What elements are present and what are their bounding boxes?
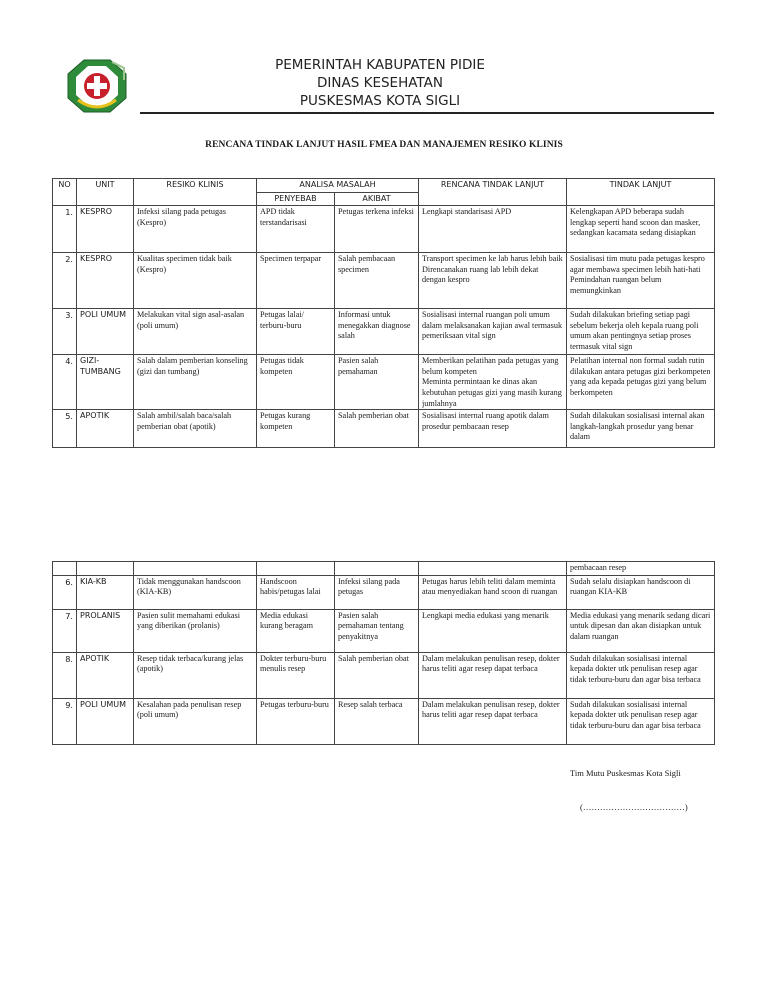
cell-resiko: Tidak menggunakan handscoon (KIA-KB) bbox=[134, 575, 257, 609]
cell-resiko: Resep tidak terbaca/kurang jelas (apotik) bbox=[134, 652, 257, 698]
cell-penyebab: Dokter terburu-buru menulis resep bbox=[257, 652, 335, 698]
table-row bbox=[53, 698, 715, 744]
cell-akibat: Pasien salah pemahaman bbox=[335, 355, 419, 410]
cell-rencana: Sosialisasi internal ruangan poli umum dalam melaksanakan kajian awal termasuk pemeriksaan vital sign bbox=[419, 309, 567, 355]
cell-resiko: Melakukan vital sign asal-asalan (poli umum) bbox=[134, 309, 257, 355]
continuation-row bbox=[53, 562, 715, 576]
cell-no: 4. bbox=[53, 355, 77, 410]
cell-resiko: Salah dalam pemberian konseling (gizi dan tumbang) bbox=[134, 355, 257, 410]
risk-table-page-1 bbox=[52, 178, 715, 448]
col-header-akibat: AKIBAT bbox=[335, 192, 419, 206]
cell-tindak: Sudah dilakukan sosialisasi internal akan langkah-langkah prosedur yang benar dalam bbox=[567, 410, 715, 448]
puskesmas-logo bbox=[64, 58, 128, 114]
cell-rencana: Sosialisasi internal ruang apotik dalam prosedur pembacaan resep bbox=[419, 410, 567, 448]
cell-no: 3. bbox=[53, 309, 77, 355]
cell-unit: POLI UMUM bbox=[77, 309, 134, 355]
cell-tindak: Media edukasi yang menarik sedang dicari untuk dipesan dan akan disiapkan untuk dalam ruangan bbox=[567, 609, 715, 652]
cell-penyebab: Petugas tidak kompeten bbox=[257, 355, 335, 410]
cell-resiko: Infeksi silang pada petugas (Kespro) bbox=[134, 206, 257, 253]
col-header-resiko: RESIKO KLINIS bbox=[134, 179, 257, 206]
cell-akibat: Resep salah terbaca bbox=[335, 698, 419, 744]
cell-rencana: Petugas harus lebih teliti dalam meminta atau menyediakan hand scoon di ruangan bbox=[419, 575, 567, 609]
cell-tindak: Sosialisasi tim mutu pada petugas kespro agar membawa specimen lebih hati-hati Pemindahan ruangan belum memungkinkan bbox=[567, 253, 715, 309]
cell-no: 5. bbox=[53, 410, 77, 448]
table-row bbox=[53, 609, 715, 652]
cell-penyebab: Media edukasi kurang beragam bbox=[257, 609, 335, 652]
cell-penyebab: Petugas terburu-buru bbox=[257, 698, 335, 744]
table-row bbox=[53, 253, 715, 309]
cell-akibat: Salah pembacaan specimen bbox=[335, 253, 419, 309]
cell-unit: APOTIK bbox=[77, 410, 134, 448]
cell-tindak: Kelengkapan APD beberapa sudah lengkap seperti hand scoon dan masker, sedangkan kacamata sedang disiapkan bbox=[567, 206, 715, 253]
cell-tindak: Sudah selalu disiapkan handscoon di ruangan KIA-KB bbox=[567, 575, 715, 609]
cell-resiko: Pasien sulit memahami edukasi yang diberikan (prolanis) bbox=[134, 609, 257, 652]
cell-resiko: Salah ambil/salah baca/salah pemberian obat (apotik) bbox=[134, 410, 257, 448]
cell-unit: KESPRO bbox=[77, 206, 134, 253]
cell-unit: PROLANIS bbox=[77, 609, 134, 652]
document-title: RENCANA TINDAK LANJUT HASIL FMEA DAN MANAJEMEN RESIKO KLINIS bbox=[205, 140, 563, 150]
letterhead bbox=[250, 56, 510, 110]
cell-no: 7. bbox=[53, 609, 77, 652]
cell-rencana: Dalam melakukan penulisan resep, dokter harus teliti agar resep dapat terbaca bbox=[419, 698, 567, 744]
cell-akibat: Salah pemberian obat bbox=[335, 410, 419, 448]
signature-dots: (………………………………) bbox=[580, 802, 688, 812]
cell-akibat: Informasi untuk menegakkan diagnose salah bbox=[335, 309, 419, 355]
cell-unit: KESPRO bbox=[77, 253, 134, 309]
cell-tindak: Pelatihan internal non formal sudah rutin dilakukan antara petugas gizi berkompeten yang ada kepada petugas gizi yang belum berkompeten bbox=[567, 355, 715, 410]
table-row bbox=[53, 309, 715, 355]
col-header-rencana: RENCANA TINDAK LANJUT bbox=[419, 179, 567, 206]
table-row bbox=[53, 575, 715, 609]
cell-penyebab: Specimen terpapar bbox=[257, 253, 335, 309]
cell-tindak: Sudah dilakukan briefing setiap pagi sebelum bekerja oleh kepala ruang poli umum akan pentingnya setiap proses termasuk vital sign bbox=[567, 309, 715, 355]
table-row bbox=[53, 410, 715, 448]
cell-resiko: Kualitas specimen tidak baik (Kespro) bbox=[134, 253, 257, 309]
cell-resiko: Kesalahan pada penulisan resep (poli umum) bbox=[134, 698, 257, 744]
cell-akibat: Infeksi silang pada petugas bbox=[335, 575, 419, 609]
cell-akibat: Salah pemberian obat bbox=[335, 652, 419, 698]
col-header-unit: UNIT bbox=[77, 179, 134, 206]
continuation-text: pembacaan resep bbox=[567, 562, 715, 576]
table-row bbox=[53, 652, 715, 698]
cell-unit: GIZI-TUMBANG bbox=[77, 355, 134, 410]
col-header-no: NO bbox=[53, 179, 77, 206]
letterhead-rule bbox=[140, 112, 714, 114]
letterhead-line-1: PEMERINTAH KABUPATEN PIDIE bbox=[275, 57, 485, 73]
cell-penyebab: Petugas kurang kompeten bbox=[257, 410, 335, 448]
signature-label: Tim Mutu Puskesmas Kota Sigli bbox=[570, 768, 681, 778]
cell-unit: POLI UMUM bbox=[77, 698, 134, 744]
cell-penyebab: Handscoon habis/petugas lalai bbox=[257, 575, 335, 609]
cell-unit: KIA-KB bbox=[77, 575, 134, 609]
cell-rencana: Memberikan pelatihan pada petugas yang belum kompeten Meminta permintaan ke dinas akan kebutuhan petugas gizi yang masih kurang jumlahnya bbox=[419, 355, 567, 410]
cell-akibat: Pasien salah pemahaman tentang penyakitnya bbox=[335, 609, 419, 652]
col-header-penyebab: PENYEBAB bbox=[257, 192, 335, 206]
table-row bbox=[53, 206, 715, 253]
cell-akibat: Petugas terkena infeksi bbox=[335, 206, 419, 253]
letterhead-line-3: PUSKESMAS KOTA SIGLI bbox=[299, 93, 461, 109]
cell-no: 6. bbox=[53, 575, 77, 609]
table-row bbox=[53, 355, 715, 410]
risk-table-page-2 bbox=[52, 561, 715, 745]
cell-penyebab: APD tidak terstandarisasi bbox=[257, 206, 335, 253]
cell-penyebab: Petugas lalai/ terburu-buru bbox=[257, 309, 335, 355]
cell-no: 9. bbox=[53, 698, 77, 744]
cell-rencana: Lengkapi standarisasi APD bbox=[419, 206, 567, 253]
cell-tindak: Sudah dilakukan sosialisasi internal kepada dokter utk penulisan resep agar tidak terburu-buru dan agar bisa terbaca bbox=[567, 652, 715, 698]
col-header-tindak: TINDAK LANJUT bbox=[567, 179, 715, 206]
cell-rencana: Transport specimen ke lab harus lebih baik Direncanakan ruang lab lebih dekat dengan kespro bbox=[419, 253, 567, 309]
col-header-analisa: ANALISA MASALAH bbox=[257, 179, 419, 193]
cell-rencana: Lengkapi media edukasi yang menarik bbox=[419, 609, 567, 652]
cell-no: 2. bbox=[53, 253, 77, 309]
cell-rencana: Dalam melakukan penulisan resep, dokter harus teliti agar resep dapat terbaca bbox=[419, 652, 567, 698]
letterhead-line-2: DINAS KESEHATAN bbox=[317, 75, 443, 91]
cell-no: 1. bbox=[53, 206, 77, 253]
cell-no: 8. bbox=[53, 652, 77, 698]
cell-unit: APOTIK bbox=[77, 652, 134, 698]
cell-tindak: Sudah dilakukan sosialisasi internal kepada dokter utk penulisan resep agar tidak terburu-buru dan agar bisa terbaca bbox=[567, 698, 715, 744]
